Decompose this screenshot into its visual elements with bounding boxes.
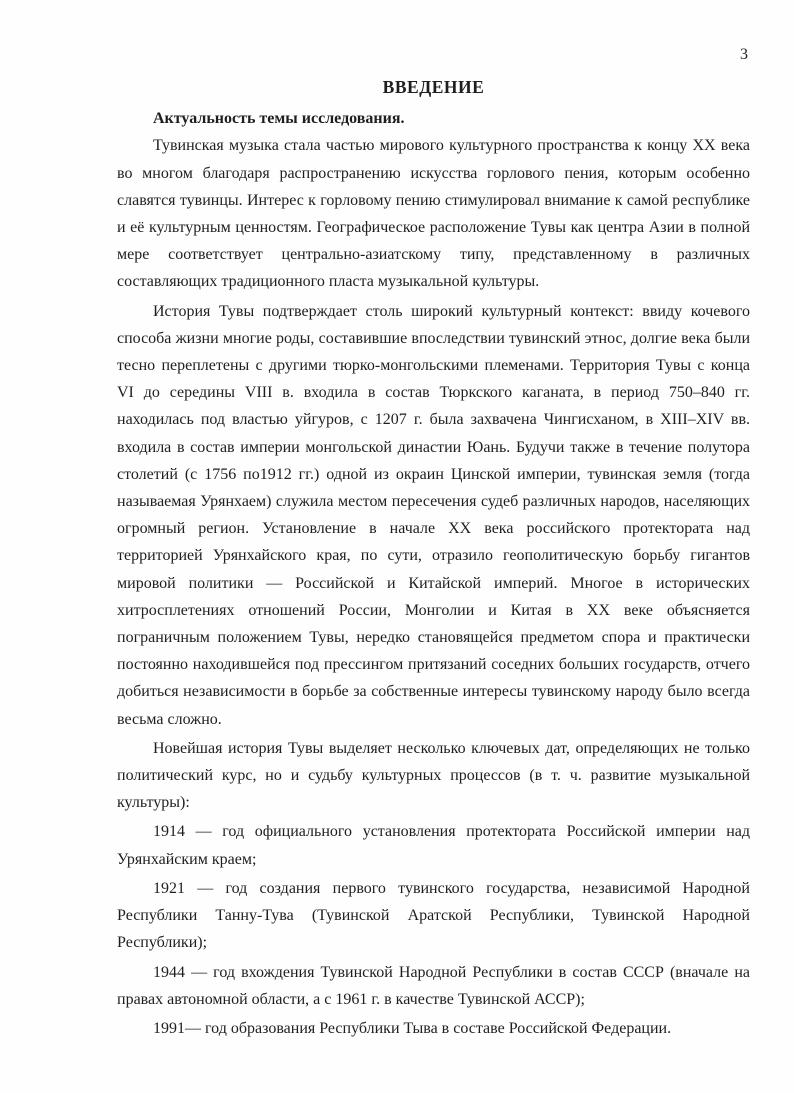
date-item-1991: 1991— год образования Республики Тыва в составе Российской Федерации.: [153, 1019, 672, 1037]
date-item-1921: 1921 — год создания первого тувинского государства, независимой Народной Республики Танну-Тува (Тувинской Аратской Республики, Тувинской Народной Республики);: [117, 879, 750, 952]
paragraph-history: История Тувы подтверждает столь широкий культурный контекст: ввиду кочевого способа жизни многие роды, составившие впоследствии тувинский этнос, долгие века были тесно переплетены с другими тюрко-монгольскими племенами. Территория Тувы с конца VI до середины VIII в. входила в состав Тюркского каганата, в период 750–840 гг. находилась под властью уйгуров, с 1207 г. была захвачена Чингисханом, в XIII–XIV вв. входила в состав империи монгольской династии Юань. Будучи также в течение полутора столетий (с 1756 по1912 гг.) одной из окраин Цинской империи, тувинская земля (тогда называемая Урянхаем) служила местом пересечения судеб различных народов, населяющих огромный регион. Установление в начале XX века российского протектората над территорией Урянхайского края, по сути, отразило геополитическую борьбу гигантов мировой политики — Российской и Китайской империй. Многое в исторических хитросплетениях отношений России, Монголии и Китая в XX веке объясняется пограничным положением Тувы, нередко становящейся предметом спора и практически постоянно находившейся под прессингом притязаний соседних больших государств, отчего добиться независимости в борьбе за собственные интересы тувинскому народу было всегда весьма сложно.: [117, 302, 750, 728]
subheading: Актуальность темы исследования.: [153, 110, 405, 128]
date-item-1944: 1944 — год вхождения Тувинской Народной Республики в состав СССР (вначале на правах автономной области, а с 1961 г. в качестве Тувинской АССР);: [117, 963, 750, 1008]
paragraph-intro: Тувинская музыка стала частью мирового культурного пространства к концу XX века во многом благодаря распространению искусства горлового пения, которым особенно славятся тувинцы. Интерес к горловому пению стимулировал внимание к самой республике и её культурным ценностям. Географическое расположение Тувы как центра Азии в полной мере соответствует центрально-азиатскому типу, представленному в различных составляющих традиционного пласта музыкальной культуры.: [117, 137, 750, 291]
date-item-1914: 1914 — год официального установления протектората Российской империи над Урянхайским краем;: [117, 823, 750, 868]
paragraph-key-dates: Новейшая история Тувы выделяет несколько ключевых дат, определяющих не только политический курс, но и судьбу культурных процессов (в т. ч. развитие музыкальной культуры):: [117, 739, 750, 812]
page-number: 3: [740, 46, 748, 63]
section-title: ВВЕДЕНИЕ: [382, 77, 485, 97]
document-body: [117, 70, 750, 1042]
